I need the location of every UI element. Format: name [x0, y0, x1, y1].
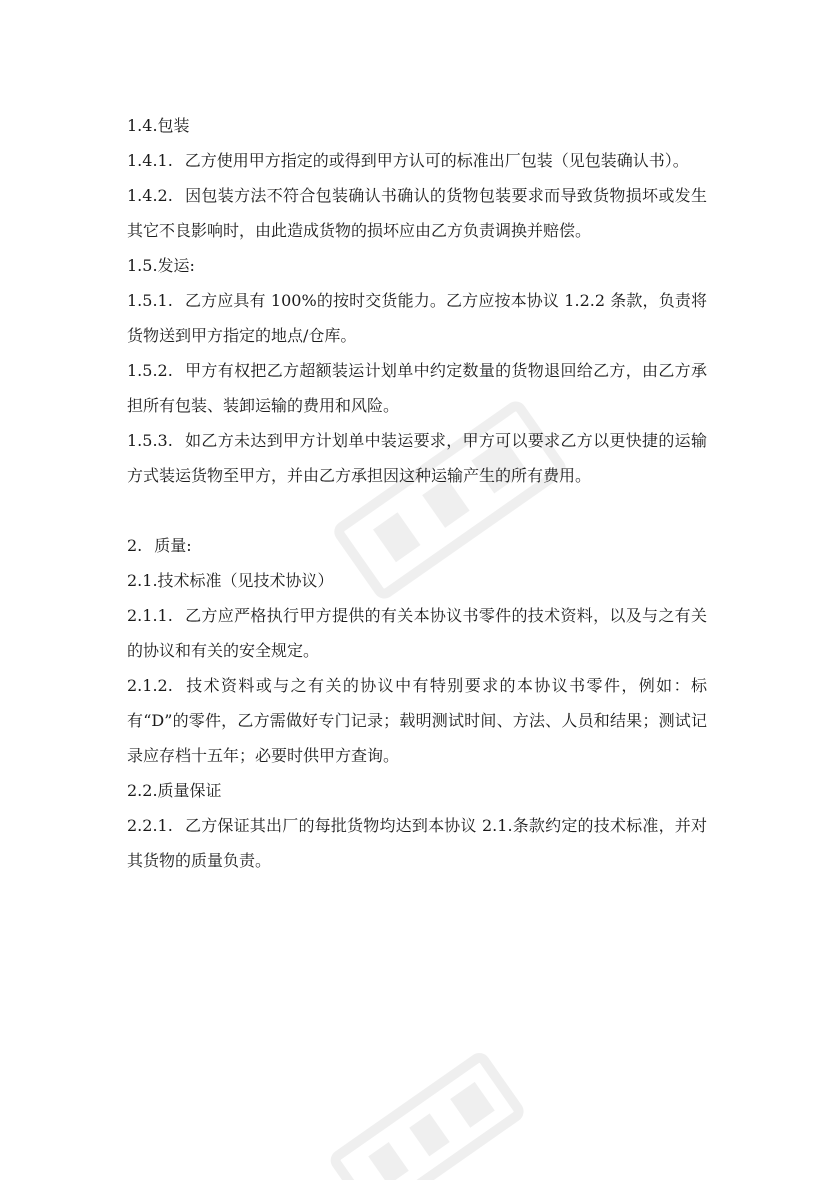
clause-text: 乙方保证其出厂的每批货物均达到本协议 2.1.条款约定的技术标准，并对其货物的质量负责。	[127, 816, 707, 870]
clause-1-4-2	[127, 178, 707, 248]
clause-1-5-2	[127, 353, 707, 423]
section-spacer	[127, 493, 707, 528]
clause-text: 因包装方法不符合包装确认书确认的货物包装要求而导致货物损坏或发生其它不良影响时，由此造成货物的损坏应由乙方负责调换并赔偿。	[127, 186, 707, 240]
watermark-logo-bottom	[320, 1020, 540, 1180]
clause-2-2-1	[127, 808, 707, 878]
section-heading-1-4	[127, 108, 707, 143]
clause-number: 2.	[127, 536, 143, 555]
clause-1-5-3	[127, 423, 707, 493]
document-body	[127, 108, 707, 878]
section-heading-2-1	[127, 563, 707, 598]
clause-1-5-1	[127, 283, 707, 353]
clause-1-4-1	[127, 143, 707, 178]
clause-2-1-2	[127, 668, 707, 773]
clause-text: 如乙方未达到甲方计划单中装运要求，甲方可以要求乙方以更快捷的运输方式装运货物至甲方，并由乙方承担因这种运输产生的所有费用。	[127, 431, 707, 485]
section-heading-2-2	[127, 773, 707, 808]
clause-text: 乙方应具有 100%的按时交货能力。乙方应按本协议 1.2.2 条款，负责将货物送到甲方指定的地点/仓库。	[127, 291, 707, 345]
clause-text: 甲方有权把乙方超额装运计划单中约定数量的货物退回给乙方，由乙方承担所有包装、装卸运输的费用和风险。	[127, 361, 707, 415]
clause-text: 技术资料或与之有关的协议中有特别要求的本协议书零件，例如：标有“D”的零件，乙方需做好专门记录；载明测试时间、方法、人员和结果；测试记录应存档十五年；必要时供甲方查询。	[127, 676, 707, 765]
clause-number: 2.1.1.	[127, 606, 173, 625]
paragraph-text: 1.5.发运:	[127, 256, 195, 275]
clause-number: 1.5.3.	[127, 431, 173, 450]
clause-number: 1.5.1.	[127, 291, 173, 310]
clause-text: 质量:	[154, 536, 192, 555]
clause-number: 2.1.2.	[127, 676, 173, 695]
clause-number: 1.5.2.	[127, 361, 173, 380]
section-heading-1-5	[127, 248, 707, 283]
section-heading-2	[127, 528, 707, 563]
clause-number: 1.4.1.	[127, 151, 173, 170]
clause-2-1-1	[127, 598, 707, 668]
clause-text: 乙方应严格执行甲方提供的有关本协议书零件的技术资料，以及与之有关的协议和有关的安全规定。	[127, 606, 707, 660]
clause-text: 乙方使用甲方指定的或得到甲方认可的标准出厂包装（见包装确认书）。	[184, 151, 689, 170]
paragraph-text: 2.2.质量保证	[127, 781, 222, 800]
paragraph-text: 2.1.技术标准（见技术协议）	[127, 571, 334, 590]
paragraph-text: 1.4.包装	[127, 116, 190, 135]
clause-number: 1.4.2.	[127, 186, 173, 205]
clause-number: 2.2.1.	[127, 816, 173, 835]
